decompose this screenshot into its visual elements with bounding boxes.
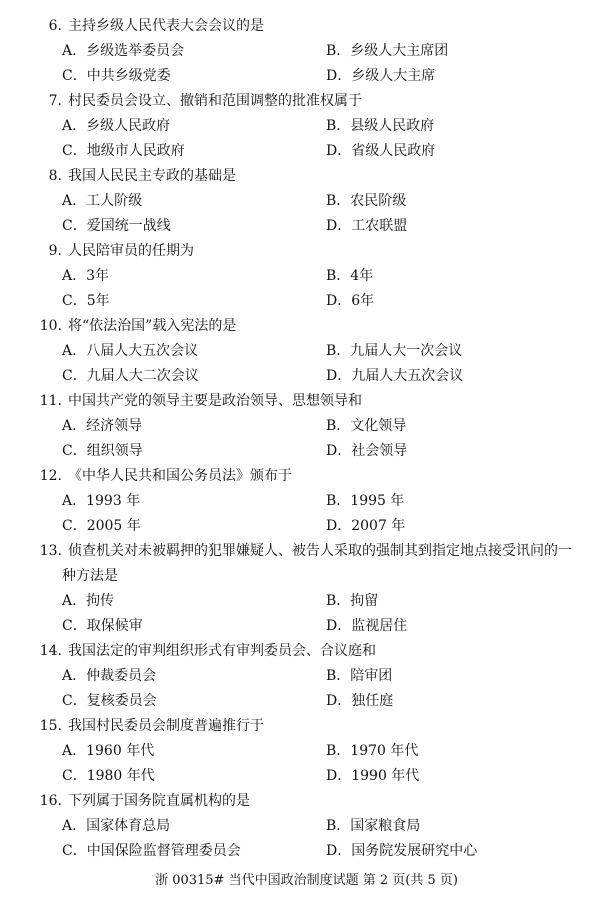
answer-option: D．工农联盟 [326,218,408,234]
question-stem [0,389,600,414]
question-stem [0,639,600,664]
answer-option: A．仲裁委员会 [62,668,157,684]
question-number: 7. [48,93,62,109]
page-footer: 浙 00315# 当代中国政治制度试题 第 2 页(共 5 页) [155,873,458,888]
answer-option: A．拘传 [62,593,115,609]
answer-option: B．县级人民政府 [326,118,435,134]
answer-option: C．爱国统一战线 [62,218,171,234]
answer-option: D．社会领导 [326,443,408,459]
answer-option: C．取保候审 [62,618,143,634]
answer-option: A．3年 [62,268,110,284]
question-text: 人民陪审员的任期为 [68,243,194,259]
question-number: 14. [39,643,62,659]
answer-option: B．文化领导 [326,418,407,434]
question-text: 村民委员会设立、撤销和范围调整的批准权属于 [68,93,362,109]
question-stem [0,89,600,114]
question-text: 我国人民民主专政的基础是 [68,168,236,184]
question-stem [0,164,600,189]
answer-option: B．国家粮食局 [326,818,421,834]
question-text: 主持乡级人民代表大会会议的是 [68,18,264,34]
question-text: 我国村民委员会制度普遍推行于 [68,718,264,734]
answer-option: A．经济领导 [62,418,143,434]
answer-option: B．拘留 [326,593,379,609]
answer-option: C．中共乡级党委 [62,68,171,84]
answer-option: C．1980 年代 [62,768,155,784]
question-text: 《中华人民共和国公务员法》颁布于 [68,468,292,484]
question-stem [0,714,600,739]
answer-option: B．1995 年 [326,493,405,509]
answer-option: C．5年 [62,293,110,309]
answer-option: C．复核委员会 [62,693,157,709]
answer-option: C．2005 年 [62,518,141,534]
question-number: 12. [39,468,62,484]
question-number: 15. [39,718,62,734]
question-text-continued: 种方法是 [62,568,118,584]
question-text: 侦查机关对未被羁押的犯罪嫌疑人、被告人采取的强制其到指定地点接受讯问的一 [68,543,572,559]
answer-option: D．监视居住 [326,618,408,634]
answer-option: A．八届人大五次会议 [62,343,199,359]
question-text: 中国共产党的领导主要是政治领导、思想领导和 [68,393,362,409]
question-number: 16. [39,793,62,809]
answer-option: D．省级人民政府 [326,143,436,159]
answer-option: D．独任庭 [326,693,394,709]
answer-option: C．九届人大二次会议 [62,368,199,384]
answer-option: C．中国保险监督管理委员会 [62,843,241,859]
question-text: 下列属于国务院直属机构的是 [68,793,250,809]
question-stem [0,14,600,39]
question-number: 13. [39,543,62,559]
answer-option: A．乡级选举委员会 [62,43,185,59]
question-stem [0,314,600,339]
answer-option: A．1960 年代 [62,743,155,759]
question-number: 8. [48,168,62,184]
question-text: 将“依法治国”载入宪法的是 [68,318,237,334]
answer-option: D．乡级人大主席 [326,68,436,84]
question-stem [0,789,600,814]
answer-option: B．陪审团 [326,668,393,684]
question-text: 我国法定的审判组织形式有审判委员会、合议庭和 [68,643,376,659]
answer-option: D．国务院发展研究中心 [326,843,478,859]
answer-option: B．农民阶级 [326,193,407,209]
answer-option: B．1970 年代 [326,743,419,759]
answer-option: B．九届人大一次会议 [326,343,463,359]
answer-option: D．2007 年 [326,518,406,534]
answer-option: D．1990 年代 [326,768,420,784]
question-number: 9. [48,243,62,259]
answer-option: B．4年 [326,268,374,284]
question-number: 6. [48,18,62,34]
answer-option: C．组织领导 [62,443,143,459]
answer-option: C．地级市人民政府 [62,143,185,159]
question-stem [0,464,600,489]
answer-option: D．九届人大五次会议 [326,368,464,384]
answer-option: A．1993 年 [62,493,141,509]
answer-option: B．乡级人大主席团 [326,43,449,59]
answer-option: A．乡级人民政府 [62,118,171,134]
answer-option: D．6年 [326,293,375,309]
question-number: 11. [39,393,62,409]
question-stem [0,239,600,264]
answer-option: A．国家体育总局 [62,818,171,834]
answer-option: A．工人阶级 [62,193,143,209]
question-stem [0,539,600,564]
question-number: 10. [39,318,62,334]
